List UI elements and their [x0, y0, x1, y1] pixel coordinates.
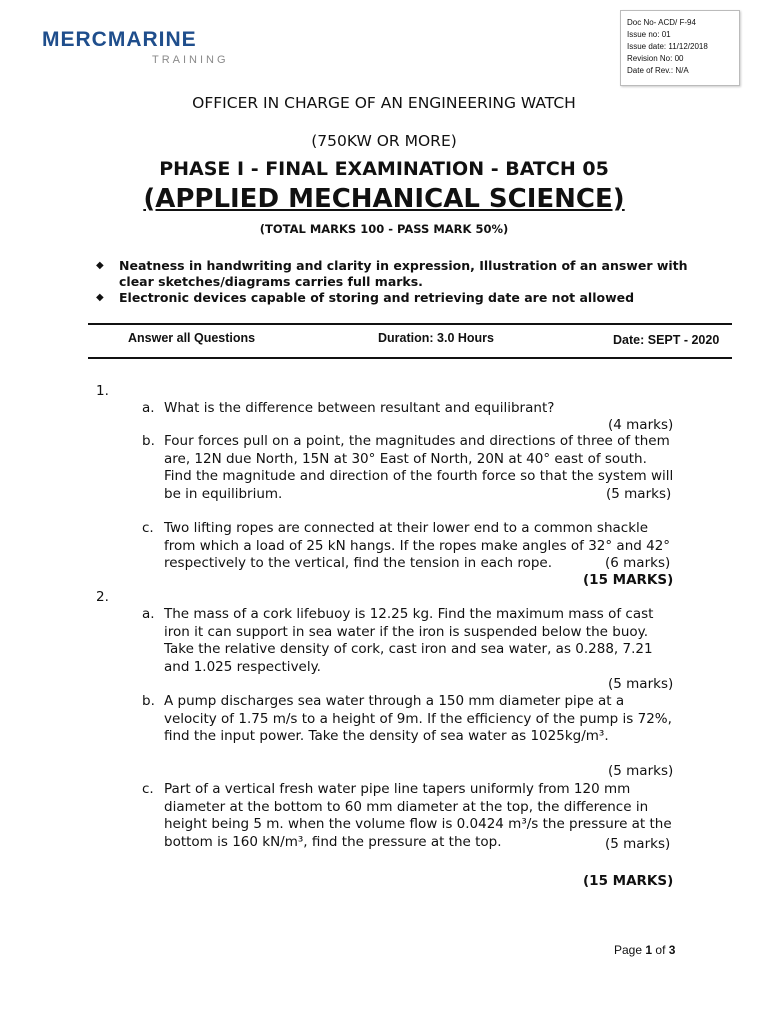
date-of-revision: Date of Rev.: N/A — [627, 66, 689, 75]
part-letter: c. — [142, 781, 154, 797]
question-text: Part of a vertical fresh water pipe line tapers uniformly from 120 mm diameter at the bottom to 60 mm diameter at the top, the difference in height being 5 m. when the volume flow is 0.0424 m³/s the pressure at the bottom is 160 kN/m³, find the pressure at the top. — [164, 781, 672, 850]
question-text: What is the difference between resultant and equilibrant? — [164, 400, 555, 416]
instruction-item: ◆ Neatness in handwriting and clarity in expression, Illustration of an answer with clear sketches/diagrams carries full marks. — [96, 258, 688, 289]
part-letter: b. — [142, 433, 155, 449]
part-letter: a. — [142, 606, 155, 622]
question-text: The mass of a cork lifebuoy is 12.25 kg. Find the maximum mass of cast iron it can support in sea water if the iron is suspended below the buoy. Take the relative density of cork, cast iron and sea water, as 0.288, 7.21 and 1.025 respectively. — [164, 606, 654, 675]
answer-instruction: Answer all Questions — [128, 331, 256, 345]
diamond-bullet-icon: ◆ — [96, 260, 104, 271]
question-total-marks: (15 MARKS) — [583, 873, 674, 889]
marks-info: (TOTAL MARKS 100 - PASS MARK 50%) — [259, 222, 509, 236]
exam-title-phase: PHASE I - FINAL EXAMINATION - BATCH 05 — [159, 158, 609, 180]
logo-sub: TRAINING — [152, 54, 229, 66]
divider-bottom — [88, 357, 732, 359]
part-marks: (4 marks) — [608, 417, 674, 433]
revision-no: Revision No: 00 — [627, 54, 684, 63]
issue-no: Issue no: 01 — [627, 30, 671, 39]
document-control-box — [620, 10, 740, 86]
exam-title-line2: (750KW OR MORE) — [311, 132, 457, 150]
part-marks: (5 marks) — [605, 836, 671, 852]
question-text: A pump discharges sea water through a 150 mm diameter pipe at a velocity of 1.75 m/s to a height of 9m. If the efficiency of the pump is 72%, find the input power. Take the density of sea water as 1025kg/m³. — [164, 693, 672, 744]
part-marks: (5 marks) — [608, 763, 674, 779]
question-text: Four forces pull on a point, the magnitudes and directions of three of them are, 12N due North, 15N at 30° East of North, 20N at 40° east of south. Find the magnitude and direction of the fourth force so that the system will be in equilibrium. — [164, 433, 674, 502]
page-number: Page 1 of 3 — [614, 943, 676, 957]
diamond-bullet-icon: ◆ — [96, 292, 104, 303]
divider-top — [88, 323, 732, 325]
duration: Duration: 3.0 Hours — [378, 331, 494, 345]
question-number: 2. — [96, 589, 109, 605]
part-marks: (5 marks) — [606, 486, 672, 502]
part-marks: (5 marks) — [608, 676, 674, 692]
exam-date: Date: SEPT - 2020 — [613, 333, 720, 347]
company-logo — [42, 28, 229, 66]
exam-subject: (APPLIED MECHANICAL SCIENCE) — [143, 184, 625, 214]
question-total-marks: (15 MARKS) — [583, 572, 674, 588]
question-number: 1. — [96, 383, 109, 399]
part-letter: c. — [142, 520, 154, 536]
part-letter: a. — [142, 400, 155, 416]
doc-no: Doc No- ACD/ F-94 — [627, 18, 696, 27]
issue-date: Issue date: 11/12/2018 — [627, 42, 708, 51]
question-text: Two lifting ropes are connected at their lower end to a common shackle from which a load of 25 kN hangs. If the ropes make angles of 32° and 42° respectively to the vertical, find the tension in each rope. — [164, 520, 671, 571]
exam-title-line1: OFFICER IN CHARGE OF AN ENGINEERING WATCH — [192, 94, 576, 112]
instruction-item: ◆ Electronic devices capable of storing and retrieving date are not allowed — [96, 290, 635, 305]
part-marks: (6 marks) — [605, 555, 671, 571]
logo-brand: MERCMARINE — [42, 28, 197, 51]
part-letter: b. — [142, 693, 155, 709]
